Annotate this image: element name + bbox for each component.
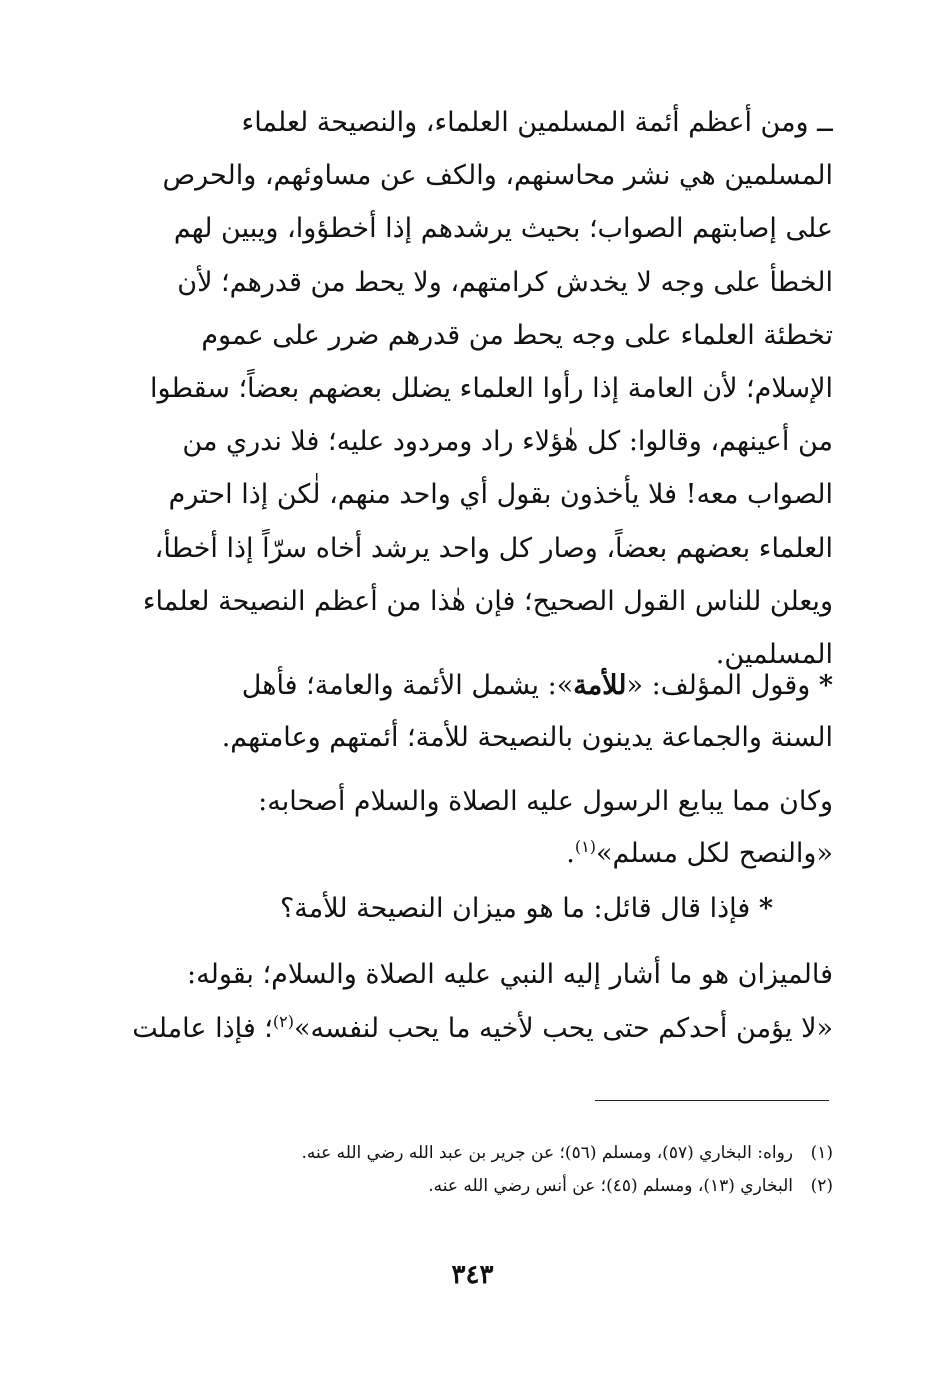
text-line: ــ ومن أعظم أئمة المسلمين العلماء، والنصيحة لعلماء [241, 107, 833, 138]
footnote-text: البخاري (١٣)، ومسلم (٤٥)؛ عن أنس رضي الله عنه. [428, 1176, 793, 1196]
text-segment: ؛ فإذا عاملت [132, 1013, 273, 1044]
text-line: العلماء بعضهم بعضاً، وصار كل واحد يرشد أخاه سرّاً إذا أخطأ، [154, 532, 833, 564]
footnote-item [113, 1137, 833, 1170]
text-line: من أعينهم، وقالوا: كل هٰؤلاء راد ومردود عليه؛ فلا ندري من [182, 426, 833, 458]
paragraph-measure [113, 948, 833, 1056]
footnote-number: (١) [810, 1143, 833, 1163]
text-line: وكان مما يبايع الرسول عليه الصلاة والسلام أصحابه: [258, 786, 833, 817]
text-line [113, 828, 833, 880]
paragraph-question [113, 883, 833, 935]
asterisk-marker: * [818, 670, 833, 701]
text-line: الصواب معه! فلا يأخذون بقول أي واحد منهم، لٰكن إذا احترم [168, 479, 833, 511]
bold-term: للأمة [573, 670, 627, 701]
text-segment: وقول المؤلف: « [626, 670, 811, 701]
text-segment: فإذا قال قائل: ما هو ميزان النصيحة للأمة؟ [279, 893, 751, 924]
text-segment: . [566, 838, 575, 869]
text-line [113, 660, 833, 712]
footnote-divider [595, 1100, 829, 1101]
footnote-item [113, 1170, 833, 1203]
text-line: الإسلام؛ لأن العامة إذا رأوا العلماء يضلل بعضهم بعضاً؛ سقطوا [150, 373, 833, 405]
text-line: المسلمين هي نشر محاسنهم، والكف عن مساوئهم، والحرص [162, 160, 833, 192]
page-number: ٣٤٣ [451, 1260, 494, 1290]
text-line: ويعلن للناس القول الصحيح؛ فإن هٰذا من أعظم النصيحة لعلماء [142, 585, 833, 617]
footnote-ref[interactable]: (٢) [272, 1012, 294, 1031]
asterisk-marker: * [758, 893, 773, 924]
footnote-ref[interactable]: (١) [574, 837, 596, 856]
text-line: تخطئة العلماء على وجه يحط من قدرهم ضرر على عموم [201, 319, 833, 351]
text-line: الخطأ على وجه لا يخدش كرامتهم، ولا يحط من قدرهم؛ لأن [177, 266, 833, 298]
hadith-quote: «والنصح لكل مسلم» [595, 838, 833, 869]
paragraph-pledge [113, 776, 833, 880]
text-segment: »: يشمل الأئمة والعامة؛ فأهل [241, 670, 574, 701]
footnote-number: (٢) [810, 1176, 833, 1196]
footnote-text: رواه: البخاري (٥٧)، ومسلم (٥٦)؛ عن جرير بن عبد الله رضي الله عنه. [301, 1143, 793, 1163]
footnotes [113, 1137, 833, 1203]
text-line [113, 883, 773, 935]
text-line [113, 1002, 833, 1056]
paragraph-scholars-advice [113, 96, 833, 681]
text-line: المسلمين. [715, 639, 833, 671]
text-line: فالميزان هو ما أشار إليه النبي عليه الصلاة والسلام؛ بقوله: [187, 959, 833, 990]
text-line: السنة والجماعة يدينون بالنصيحة للأمة؛ أئمتهم وعامتهم. [221, 722, 833, 753]
hadith-quote: «لا يؤمن أحدكم حتى يحب لأخيه ما يحب لنفسه» [293, 1013, 833, 1044]
paragraph-ummah [113, 660, 833, 764]
text-line: على إصابتهم الصواب؛ بحيث يرشدهم إذا أخطؤوا، ويبين لهم [173, 213, 833, 245]
